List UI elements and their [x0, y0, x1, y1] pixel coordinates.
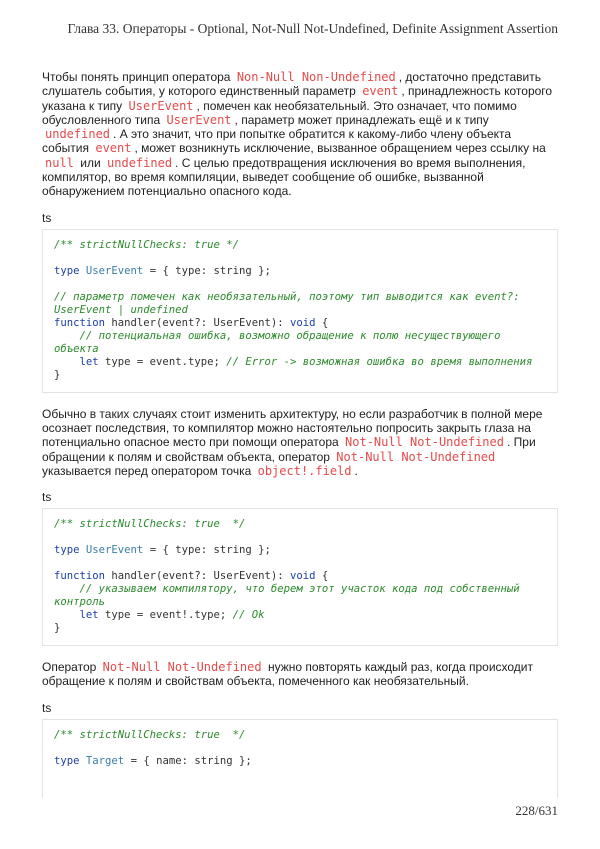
code-keyword: type — [54, 754, 80, 767]
chapter-header: Глава 33. Операторы - Optional, Not-Null Not-Undefined, Definite Assignment Assertion — [67, 21, 558, 36]
page-content — [42, 70, 558, 798]
inline-code: object!.field — [257, 463, 352, 478]
code-language-label: ts — [42, 490, 52, 505]
inline-code: event — [362, 84, 399, 99]
text: . — [354, 463, 358, 478]
code-comment: // указываем компилятору, что берем этот участок кода под собственный контроль — [54, 583, 526, 609]
inline-code: UserEvent — [128, 98, 194, 113]
inline-code: Not-Null Not-Undefined — [345, 435, 504, 450]
code-block-3 — [42, 719, 558, 798]
code-type: UserEvent — [85, 544, 144, 557]
text: . С целью предотвращения исключения во время выполнения, компилятор, во время компиляции, выведет сообщение об ошибке, вызванной обнаружением потенциально опасного кода. — [42, 155, 526, 199]
code-text: { — [315, 316, 329, 329]
text: . А это значит, что при попытке обратится к какому-либо члену объекта события — [42, 127, 512, 156]
inline-code: UserEvent — [166, 112, 232, 127]
code-text: type = event.type; — [98, 355, 227, 368]
code-text: { — [315, 570, 329, 583]
text: указывается перед оператором точка — [42, 463, 252, 478]
code-keyword: void — [290, 316, 316, 329]
inline-code: undefined — [107, 155, 173, 170]
inline-code: Not-Null Not-Undefined — [336, 449, 496, 464]
text: , может возникнуть исключение, вызванное обращением через ссылку на — [134, 141, 546, 156]
code-text: = { name: string }; — [124, 754, 252, 767]
code-comment: /** strictNullChecks: true */ — [54, 238, 239, 251]
code-type: UserEvent — [85, 264, 144, 277]
code-text: } — [54, 622, 61, 635]
code-keyword: void — [290, 570, 316, 583]
code-language-label: ts — [42, 210, 52, 225]
paragraph-2 — [42, 407, 558, 478]
code-text: } — [54, 368, 61, 381]
code-block-1 — [42, 229, 558, 393]
code-keyword: type — [54, 264, 80, 277]
code-text: = { type: string }; — [143, 264, 271, 277]
text: нужно повторять каждый раз, когда происходит обращение к полям и свойствам объекта, помеченного как необязательный. — [42, 660, 534, 689]
text: или — [80, 155, 101, 170]
text: , помечен как необязательный. Это означает, что помимо обусловленного типа — [42, 98, 517, 127]
inline-code: event — [95, 141, 132, 156]
code-text: type = event!.type; — [98, 609, 233, 622]
code-keyword: let — [79, 355, 99, 368]
page-number: 228/631 — [515, 803, 558, 818]
code-comment: /** strictNullChecks: true */ — [54, 728, 246, 741]
inline-code: undefined — [45, 127, 111, 142]
text: . При обращении к полям и свойствам объекта, оператор — [42, 435, 536, 464]
code-keyword: function — [54, 316, 106, 329]
paragraph-1 — [42, 70, 558, 199]
code-type: Target — [85, 754, 125, 767]
code-text: = { type: string }; — [143, 544, 271, 557]
inline-code: null — [45, 155, 74, 170]
text: Чтобы понять принцип оператора — [42, 70, 231, 84]
inline-code: Non-Null Non-Undefined — [236, 70, 396, 84]
code-text: handler(event?: UserEvent): — [105, 316, 290, 329]
code-comment: /** strictNullChecks: true */ — [54, 518, 246, 531]
inline-code: Not-Null Not-Undefined — [102, 660, 262, 675]
text: , принадлежность которого указана к типу — [42, 84, 553, 113]
code-keyword: let — [79, 609, 99, 622]
code-comment: // Error -> возможная ошибка во время выполнения — [226, 355, 533, 368]
code-comment: // Ok — [232, 609, 265, 622]
code-block-2 — [42, 508, 558, 646]
code-keyword: function — [54, 570, 106, 583]
code-comment: // параметр помечен как необязательный, поэтому тип выводится как event?: UserEvent | undefined — [54, 290, 526, 316]
text: , достаточно представить слушатель события, у которого единственный параметр — [42, 70, 541, 99]
text: Обычно в таких случаях стоит изменить архитектуру, но если разработчик в полной мере осознает последствия, то компилятор можно настоятельно попросить закрыть глаза на потенциально опасное место при помощи оператора — [42, 406, 543, 450]
code-text: handler(event?: UserEvent): — [105, 570, 290, 583]
code-keyword: type — [54, 544, 80, 557]
code-comment: // потенциальная ошибка, возможно обращение к полю несуществующего объекта — [54, 329, 507, 355]
code-language-label: ts — [42, 700, 52, 715]
text: , параметр может принадлежать ещё и к типу — [234, 112, 489, 127]
paragraph-3 — [42, 660, 558, 689]
text: Оператор — [42, 660, 97, 675]
